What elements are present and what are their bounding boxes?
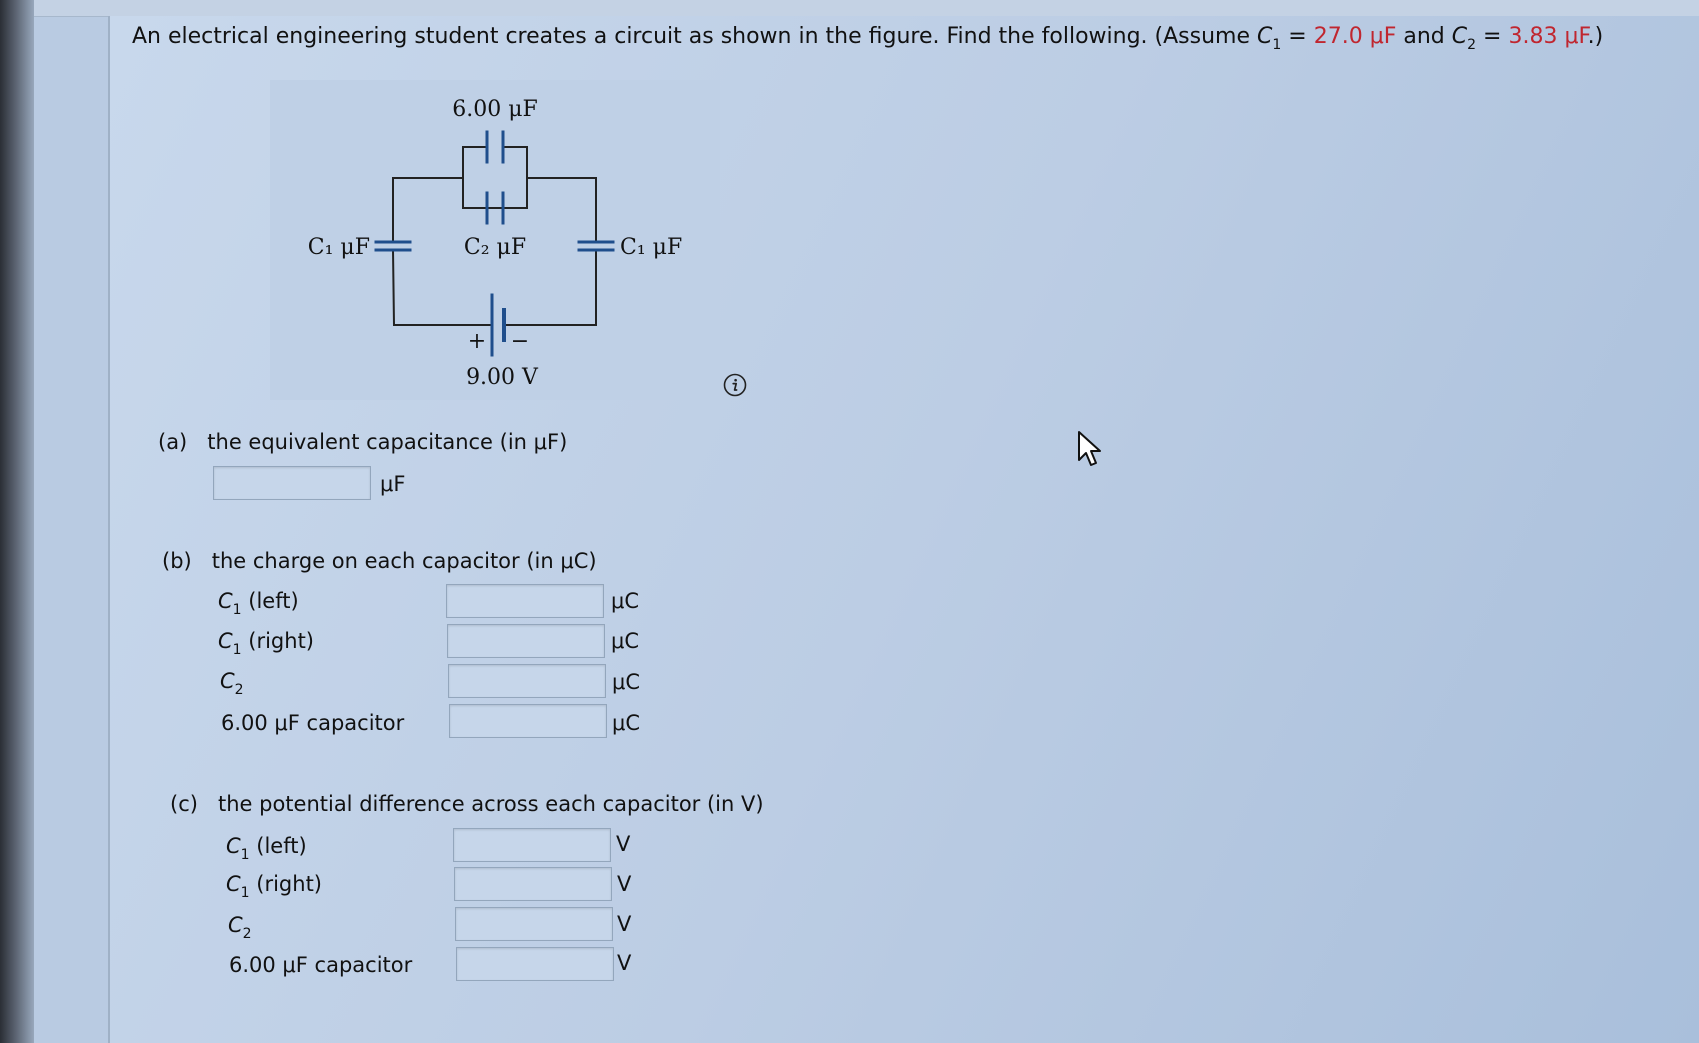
part-c-c1-left-unit: V xyxy=(616,832,631,856)
part-c-6uf-input[interactable] xyxy=(456,947,614,981)
top-capacitor xyxy=(487,132,503,162)
part-b-c2-unit: μC xyxy=(612,670,641,694)
part-b-6uf-input[interactable] xyxy=(449,704,607,738)
part-b-row-c2-label: $C_2$ xyxy=(220,669,244,698)
left-capacitor-label: C₁ μF xyxy=(307,235,370,260)
part-b-c1-left-unit: μC xyxy=(611,589,640,613)
part-c-c1-left-input[interactable] xyxy=(453,828,611,862)
part-a-prompt: (a) the equivalent capacitance (in μF) xyxy=(158,430,568,454)
info-icon[interactable] xyxy=(723,373,747,397)
part-c-row-c1-right-label: $C_1$ (right) xyxy=(226,872,322,901)
circuit-diagram xyxy=(270,80,720,400)
c2-value: 3.83 μF xyxy=(1508,24,1588,49)
part-b-c1-right-unit: μC xyxy=(611,629,640,653)
c1-symbol: $C_1$ xyxy=(1257,24,1282,53)
right-capacitor-label: C₁ μF xyxy=(620,235,683,260)
part-c-c1-right-input[interactable] xyxy=(454,867,612,901)
mouse-pointer-icon xyxy=(1077,430,1103,470)
battery-minus-sign: − xyxy=(510,329,530,354)
c1-value: 27.0 μF xyxy=(1313,24,1397,49)
top-bar xyxy=(34,0,1699,17)
part-b-prompt: (b) the charge on each capacitor (in μC) xyxy=(162,549,597,573)
part-c-row-c1-left-label: $C_1$ (left) xyxy=(226,834,307,863)
part-c-6uf-unit: V xyxy=(617,951,632,975)
part-c-c1-right-unit: V xyxy=(617,872,632,896)
part-a-unit: μF xyxy=(380,472,406,496)
question-intro: An electrical engineering student creates a circuit as shown in the figure. Find the following. (Assume xyxy=(132,24,1257,49)
monitor-bezel-shadow xyxy=(0,0,34,1043)
question-text: An electrical engineering student creates a circuit as shown in the figure. Find the following. (Assume $C_1 = 27.0$ μF and $C_2 = 3.83$ μF.) xyxy=(132,24,1604,53)
part-b-c1-left-input[interactable] xyxy=(446,584,604,618)
part-b-row-c1-right-label: $C_1$ (right) xyxy=(218,629,314,658)
battery xyxy=(492,295,504,355)
part-b-row-c1-left-label: $C_1$ (left) xyxy=(218,589,299,618)
battery-voltage-label: 9.00 V xyxy=(466,365,538,390)
top-capacitor-label: 6.00 μF xyxy=(452,97,538,122)
circuit-figure xyxy=(270,80,720,400)
left-capacitor xyxy=(376,242,410,250)
part-b-c2-input[interactable] xyxy=(448,664,606,698)
part-b-c1-right-input[interactable] xyxy=(447,624,605,658)
part-c-prompt: (c) the potential difference across each capacitor (in V) xyxy=(170,792,764,816)
part-c-c2-input[interactable] xyxy=(455,907,613,941)
part-b-row-6uf-label: 6.00 μF capacitor xyxy=(221,711,405,735)
middle-capacitor-label: C₂ μF xyxy=(463,235,527,260)
part-c-row-c2-label: $C_2$ xyxy=(228,913,252,942)
part-b-6uf-unit: μC xyxy=(612,711,641,735)
c2-symbol: $C_2$ xyxy=(1451,24,1477,53)
right-capacitor xyxy=(579,242,613,250)
battery-plus-sign: + xyxy=(467,329,487,354)
part-c-row-6uf-label: 6.00 μF capacitor xyxy=(229,953,413,977)
part-a-answer-input[interactable] xyxy=(213,466,371,500)
part-c-c2-unit: V xyxy=(617,912,632,936)
